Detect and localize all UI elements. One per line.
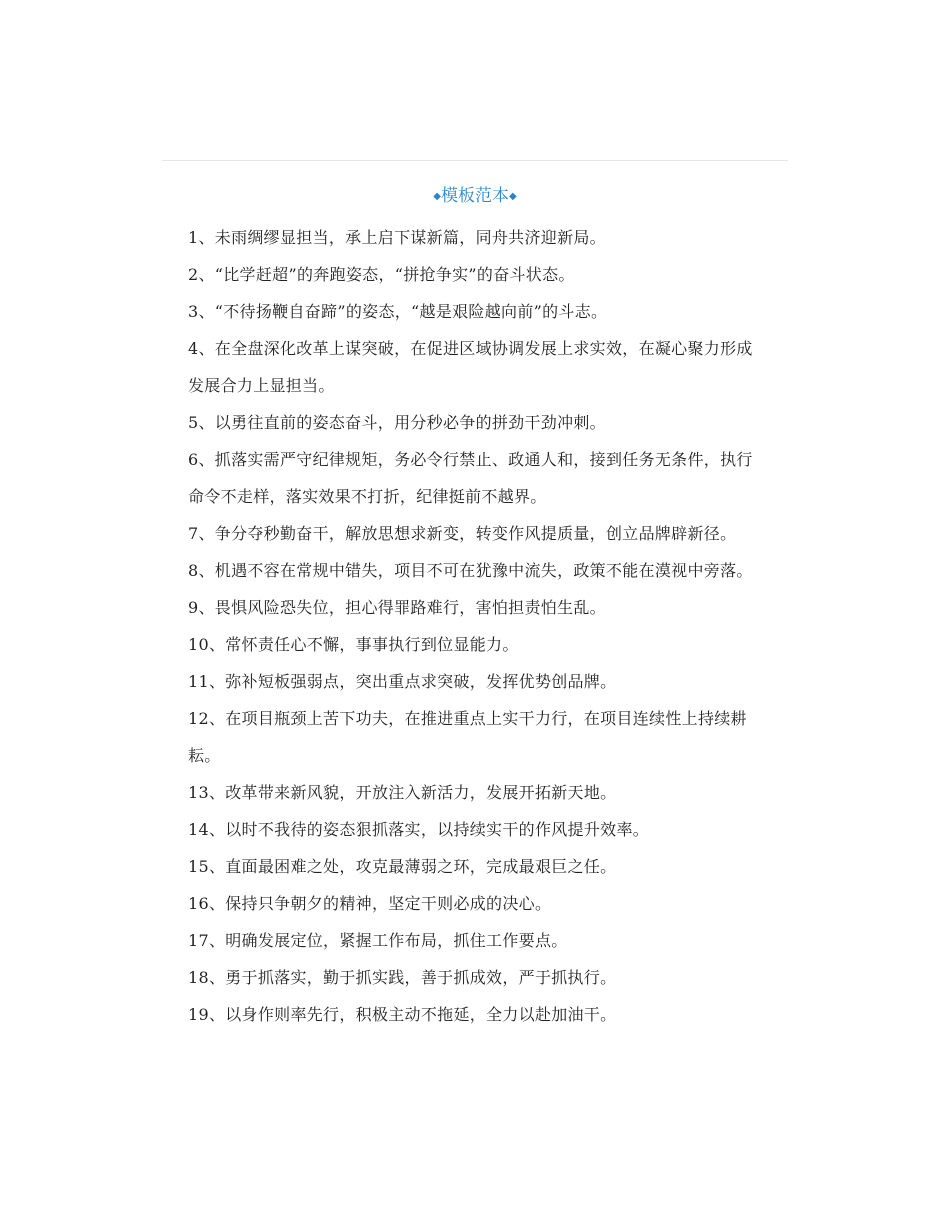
list-item: 17、明确发展定位，紧握工作布局，抓住工作要点。 xyxy=(188,931,568,950)
list-item: 8、机遇不容在常规中错失，项目不可在犹豫中流失，政策不能在漠视中旁落。 xyxy=(188,561,753,580)
list-item: 7、争分夺秒勤奋干，解放思想求新变，转变作风提质量，创立品牌辟新径。 xyxy=(188,524,737,543)
list-item: 4、在全盘深化改革上谋突破，在促进区域协调发展上求实效，在凝心聚力形成发展合力上显担当。 xyxy=(188,339,753,395)
list-item: 6、抓落实需严守纪律规矩，务必令行禁止、政通人和，接到任务无条件，执行命令不走样，落实效果不打折，纪律挺前不越界。 xyxy=(188,450,753,506)
item-list xyxy=(188,219,763,1033)
top-divider xyxy=(162,160,788,161)
list-item: 14、以时不我待的姿态狠抓落实，以持续实干的作风提升效率。 xyxy=(188,820,650,839)
list-item: 16、保持只争朝夕的精神，坚定干则必成的决心。 xyxy=(188,894,552,913)
title-text: 模板范本 xyxy=(441,186,509,206)
list-item: 19、以身作则率先行，积极主动不拖延，全力以赴加油干。 xyxy=(188,1005,617,1024)
list-item: 10、常怀责任心不懈，事事执行到位显能力。 xyxy=(188,635,519,654)
list-item: 3、“不待扬鞭自奋蹄”的姿态，“越是艰险越向前”的斗志。 xyxy=(188,302,608,321)
diamond-right-icon: ◆ xyxy=(509,191,517,202)
list-item: 11、弥补短板强弱点，突出重点求突破，发挥优势创品牌。 xyxy=(188,672,617,691)
list-item: 15、直面最困难之处，攻克最薄弱之环，完成最艰巨之任。 xyxy=(188,857,617,876)
list-item: 2、“比学赶超”的奔跑姿态，“拼抢争实”的奋斗状态。 xyxy=(188,265,575,284)
list-item: 1、未雨绸缪显担当，承上启下谋新篇，同舟共济迎新局。 xyxy=(188,228,606,247)
page-title xyxy=(162,183,788,210)
list-item: 13、改革带来新风貌，开放注入新活力，发展开拓新天地。 xyxy=(188,783,617,802)
diamond-left-icon: ◆ xyxy=(433,191,441,202)
list-item: 9、畏惧风险恐失位，担心得罪路难行，害怕担责怕生乱。 xyxy=(188,598,606,617)
list-item: 12、在项目瓶颈上苦下功夫，在推进重点上实干力行，在项目连续性上持续耕耘。 xyxy=(188,709,747,765)
list-item: 18、勇于抓落实，勤于抓实践，善于抓成效，严于抓执行。 xyxy=(188,968,617,987)
list-item: 5、以勇往直前的姿态奋斗，用分秒必争的拼劲干劲冲刺。 xyxy=(188,413,606,432)
